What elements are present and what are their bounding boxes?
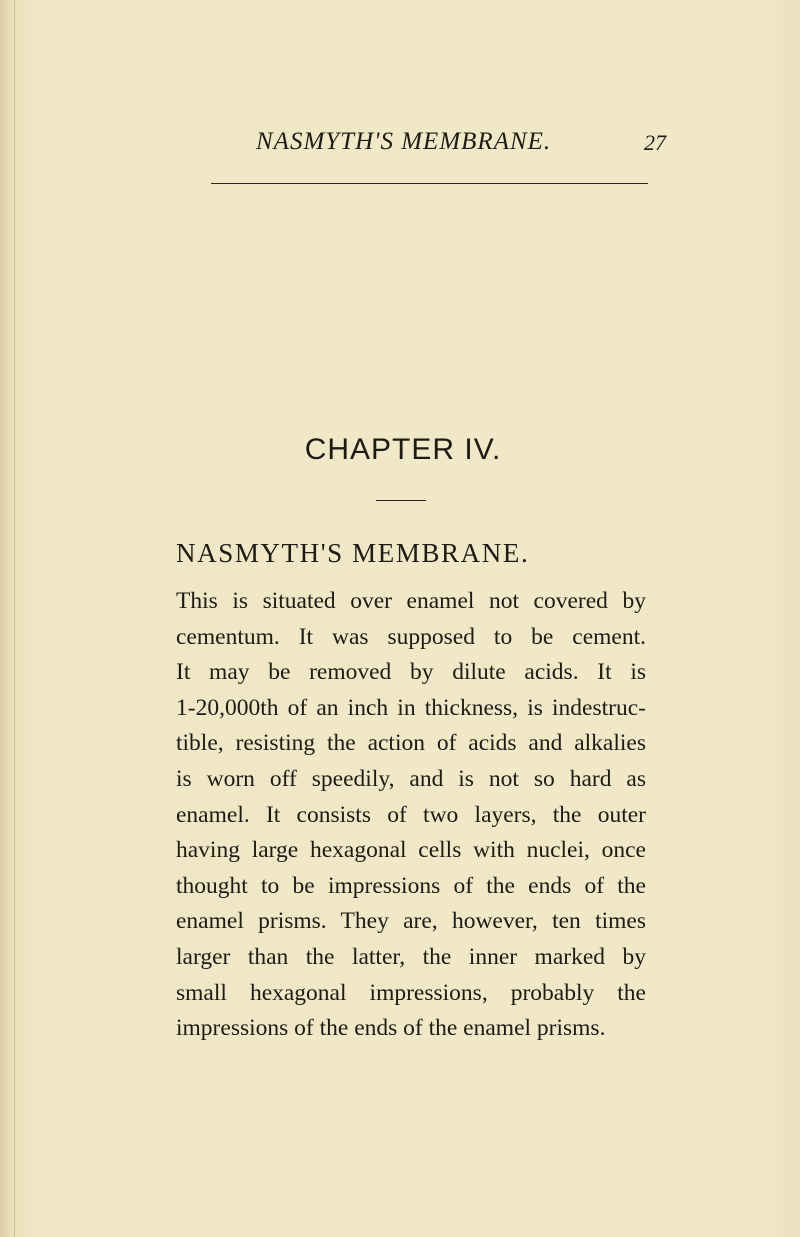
text-line: small hexagonal impressions, probably the bbox=[176, 979, 646, 1006]
page-number: 27 bbox=[644, 130, 666, 155]
page-binding-edge bbox=[0, 0, 15, 1237]
chapter-rule bbox=[376, 500, 426, 501]
body-paragraph bbox=[176, 584, 646, 1047]
chapter-heading: CHAPTER IV. bbox=[304, 433, 502, 466]
text-line: enamel. It consists of two layers, the outer bbox=[176, 801, 646, 828]
text-line: 1-20,000th of an inch in thickness, is indestruc- bbox=[176, 694, 646, 721]
section-title: NASMYTH'S MEMBRANE. bbox=[176, 538, 530, 568]
running-title: NASMYTH'S MEMBRANE. bbox=[256, 128, 552, 155]
text-line: having large hexagonal cells with nuclei, once bbox=[176, 837, 646, 864]
text-line: It may be removed by dilute acids. It is bbox=[176, 659, 646, 686]
header-rule bbox=[211, 183, 648, 184]
text-line: This is situated over enamel not covered by bbox=[176, 588, 646, 614]
text-line: thought to be impressions of the ends of the bbox=[176, 872, 646, 899]
text-line: tible, resisting the action of acids and alkalies bbox=[176, 730, 646, 757]
text-line: is worn off speedily, and is not so hard as bbox=[176, 765, 646, 792]
text-line: enamel prisms. They are, however, ten times bbox=[176, 908, 646, 935]
text-line: cementum. It was supposed to be cement. bbox=[176, 623, 646, 650]
running-head bbox=[0, 128, 800, 162]
text-line: impressions of the ends of the enamel prisms. bbox=[176, 1015, 606, 1042]
text-line: larger than the latter, the inner marked by bbox=[176, 943, 646, 970]
